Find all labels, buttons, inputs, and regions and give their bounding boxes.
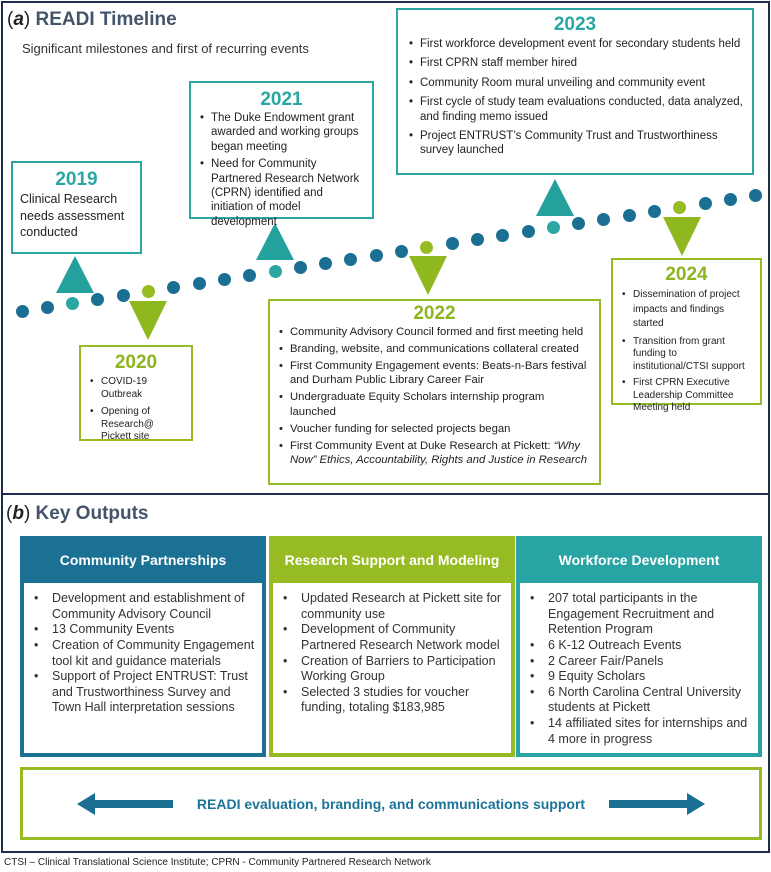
output-item: • 14 affiliated sites for internships and 4 more in progress xyxy=(526,716,752,747)
year-label: 2022 xyxy=(413,303,456,324)
milestone-item xyxy=(276,439,593,467)
support-band xyxy=(20,767,762,840)
timeline-dot xyxy=(66,297,79,310)
timeline-dot xyxy=(446,237,459,250)
timeline-dot xyxy=(117,289,130,302)
timeline-dot xyxy=(699,197,712,210)
output-item: • 9 Equity Scholars xyxy=(526,669,752,685)
milestone-item: • COVID-19 Outbreak xyxy=(87,376,185,401)
column-workforce-development xyxy=(516,536,762,757)
timeline-dot xyxy=(395,245,408,258)
output-item: • Updated Research at Pickett site for community use xyxy=(279,591,505,622)
key-outputs-title: (b) Key Outputs xyxy=(6,503,149,524)
milestone-item: • Voucher funding for selected projects began xyxy=(276,422,593,436)
milestone-item: • Dissemination of project impacts and findings started xyxy=(619,288,754,332)
footnote: CTSI – Clinical Translational Science Institute; CPRN - Community Partnered Research Network xyxy=(4,857,431,868)
output-item: • Creation of Community Engagement tool kit and guidance materials xyxy=(30,638,256,669)
timeline-dot xyxy=(142,285,155,298)
milestone-2023 xyxy=(396,8,754,175)
column-header: Research Support and Modeling xyxy=(284,551,500,568)
milestone-item: • The Duke Endowment grant awarded and working groups began meeting xyxy=(197,111,366,154)
milestone-2021 xyxy=(189,81,374,228)
milestone-item: • First workforce development event for secondary students held xyxy=(406,37,744,51)
milestone-2020 xyxy=(79,345,193,441)
output-item: • 207 total participants in the Engagement Recruitment and Retention Program xyxy=(526,591,752,638)
triangle-2020-marker xyxy=(129,301,167,340)
timeline-dot xyxy=(522,225,535,238)
milestone-item: • Opening of Research@ Pickett site xyxy=(87,406,185,444)
arrow-right-icon xyxy=(609,793,705,815)
timeline-dot xyxy=(294,261,307,274)
year-label: 2024 xyxy=(665,264,708,285)
triangle-2023-marker xyxy=(536,179,574,216)
triangle-2024-marker xyxy=(663,217,701,256)
milestone-item: • Need for Community Partnered Research Network (CPRN) identified and initiation of model development xyxy=(197,157,366,229)
output-item: • Development and establishment of Community Advisory Council xyxy=(30,591,256,622)
timeline-dot xyxy=(319,257,332,270)
milestone-2022 xyxy=(268,299,601,485)
timeline-dot xyxy=(193,277,206,290)
milestone-item-italic: “Why Now” Ethics, Accountability, Rights and Justice in Research xyxy=(290,439,587,466)
triangle-2019-marker xyxy=(56,256,94,293)
arrow-left-icon xyxy=(77,793,173,815)
milestone-item: • First cycle of study team evaluations conducted, data analyzed, and finding memo issued xyxy=(406,95,744,124)
output-item: • Development of Community Partnered Research Network model xyxy=(279,622,505,653)
milestone-text: Clinical Research needs assessment conducted xyxy=(20,192,125,239)
timeline-dot xyxy=(269,265,282,278)
output-item: • 6 North Carolina Central University students at Pickett xyxy=(526,685,752,716)
output-item: • 13 Community Events xyxy=(30,622,256,638)
column-community-partnerships xyxy=(20,536,266,757)
year-label: 2021 xyxy=(260,89,303,110)
milestone-item: • First Community Engagement events: Beats-n-Bars festival and Durham Public Library Career Fair xyxy=(276,359,593,387)
milestone-item: • First CPRN Executive Leadership Committee Meeting held xyxy=(619,377,754,415)
support-band-text: READI evaluation, branding, and communications support xyxy=(196,795,586,812)
timeline-dot xyxy=(243,269,256,282)
milestone-2019 xyxy=(11,161,142,254)
timeline-dot xyxy=(370,249,383,262)
timeline-dot xyxy=(16,305,29,318)
output-item: • 2 Career Fair/Panels xyxy=(526,654,752,670)
timeline-subtitle: Significant milestones and first of recurring events xyxy=(22,41,309,56)
timeline-dot xyxy=(623,209,636,222)
output-item: • Selected 3 studies for voucher funding, totaling $183,985 xyxy=(279,685,505,716)
output-item: • Creation of Barriers to Participation Working Group xyxy=(279,654,505,685)
output-item: • 6 K-12 Outreach Events xyxy=(526,638,752,654)
timeline-dot xyxy=(218,273,231,286)
year-label: 2019 xyxy=(55,169,98,190)
column-research-support xyxy=(269,536,515,757)
milestone-2024 xyxy=(611,258,762,413)
milestone-item: • Transition from grant funding to institutional/CTSI support xyxy=(619,336,754,374)
timeline-dot xyxy=(41,301,54,314)
milestone-item: • Branding, website, and communications collateral created xyxy=(276,342,593,356)
timeline-dot xyxy=(547,221,560,234)
milestone-item: • First CPRN staff member hired xyxy=(406,56,744,70)
column-header: Workforce Development xyxy=(558,551,720,568)
milestone-item: • Undergraduate Equity Scholars internship program launched xyxy=(276,390,593,418)
output-item: • Support of Project ENTRUST: Trust and Trustworthiness Survey and Town Hall interpretation sessions xyxy=(30,669,256,716)
timeline-dot xyxy=(167,281,180,294)
timeline-title: (a) READI Timeline xyxy=(7,9,177,30)
timeline-dot xyxy=(91,293,104,306)
milestone-item-text: First Community Event at Duke Research at Pickett: xyxy=(290,439,554,452)
milestone-item: • Community Room mural unveiling and community event xyxy=(406,76,744,90)
column-header: Community Partnerships xyxy=(59,551,227,568)
timeline-dot xyxy=(471,233,484,246)
year-label: 2023 xyxy=(553,14,597,35)
year-label: 2020 xyxy=(114,352,158,373)
milestone-item: • Community Advisory Council formed and first meeting held xyxy=(276,325,593,339)
milestone-item: • Project ENTRUST’s Community Trust and Trustworthiness survey launched xyxy=(406,129,744,158)
triangle-2022-marker xyxy=(409,256,447,295)
